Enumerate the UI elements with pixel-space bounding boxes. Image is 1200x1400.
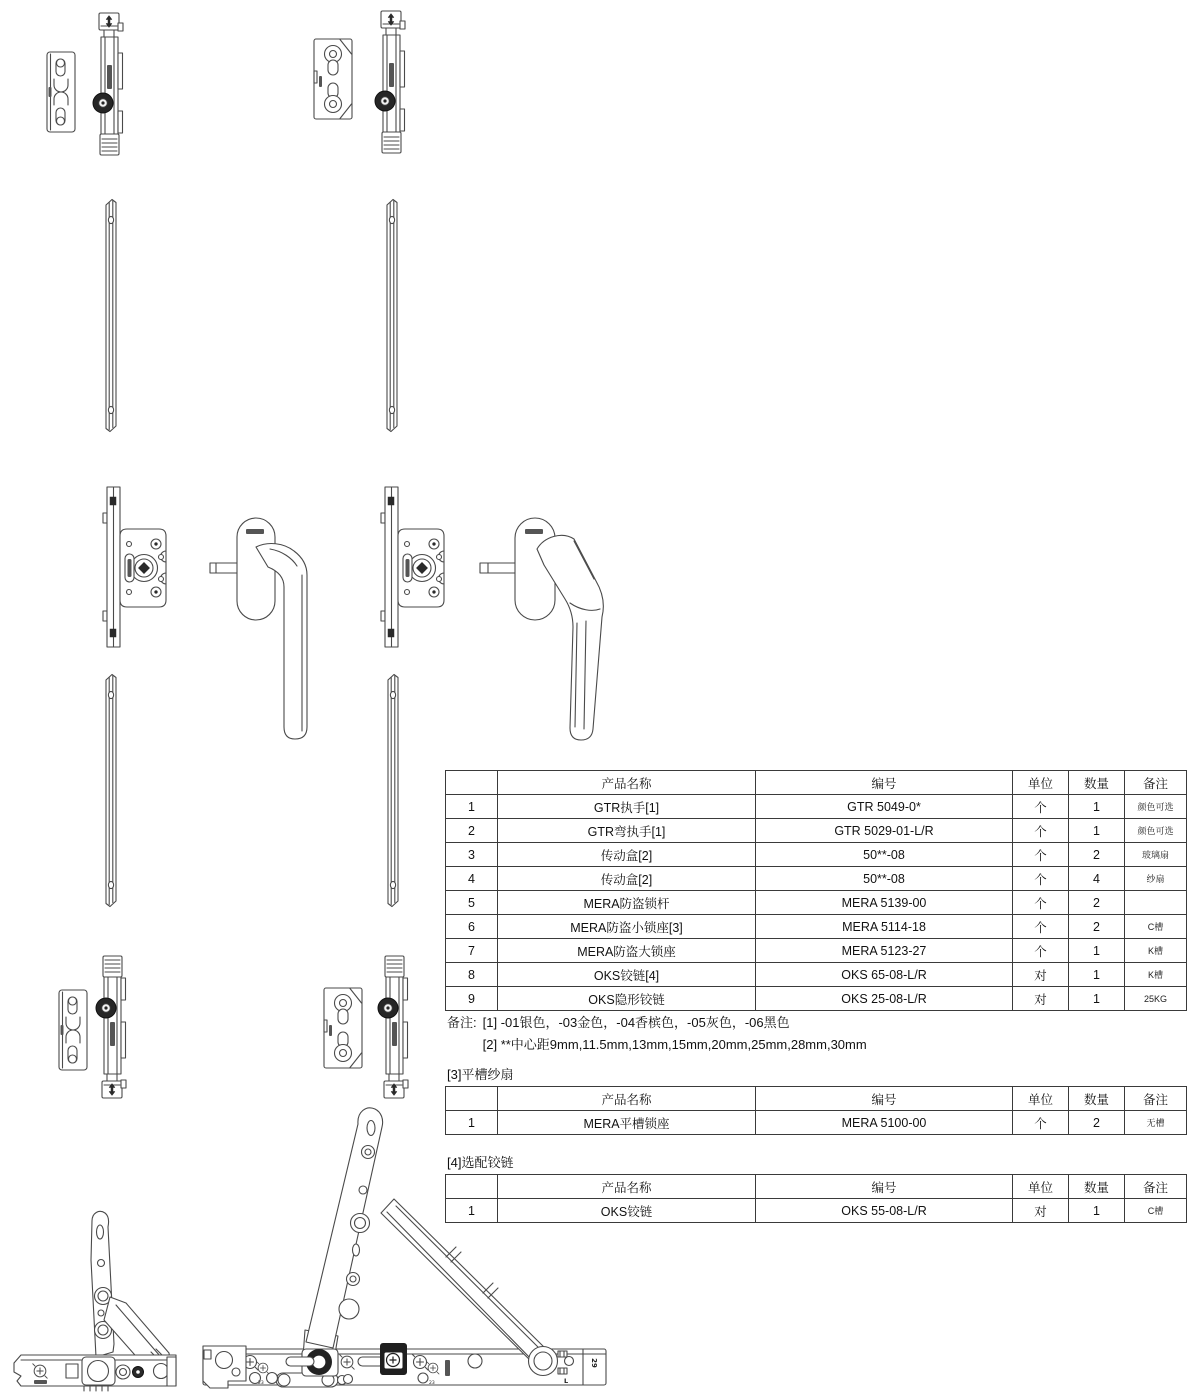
- table-cell: OKS铰链[4]: [498, 963, 756, 987]
- header-cell: 编号: [756, 1087, 1013, 1111]
- header-cell: [446, 771, 498, 795]
- header-cell: 编号: [756, 771, 1013, 795]
- table-cell: MERA 5139-00: [756, 891, 1013, 915]
- drawing-handle-straight: [210, 518, 307, 739]
- parts-table-screen-sash: [445, 1086, 1187, 1135]
- header-cell: 编号: [756, 1175, 1013, 1199]
- table-cell: 颜色可选: [1125, 795, 1187, 819]
- parts-table-main: [445, 770, 1187, 1011]
- table-cell: 纱扇: [1125, 867, 1187, 891]
- table-cell: 50**-08: [756, 843, 1013, 867]
- table-cell: 个: [1013, 819, 1069, 843]
- parts-table-optional-hinge: [445, 1174, 1187, 1223]
- drawing-hinge-large: [203, 1108, 606, 1388]
- table-cell: 7: [446, 939, 498, 963]
- table-cell: 5: [446, 891, 498, 915]
- table-cell: MERA 5114-18: [756, 915, 1013, 939]
- table-cell: [1125, 891, 1187, 915]
- table-row: [446, 819, 1187, 843]
- table-cell: 2: [446, 819, 498, 843]
- header-cell: 产品名称: [498, 1087, 756, 1111]
- notes-block: [447, 1012, 867, 1056]
- header-cell: 数量: [1069, 1175, 1125, 1199]
- drawing-espagnolette-top-left: [93, 13, 123, 155]
- table-cell: 2: [1069, 1111, 1125, 1135]
- notes-prefix: 备注:: [447, 1015, 477, 1030]
- table-cell: 1: [446, 1199, 498, 1223]
- drawing-hinge-small: [14, 1211, 176, 1391]
- drawing-handle-bent: [480, 518, 603, 740]
- table-cell: 1: [1069, 1199, 1125, 1223]
- table-cell: 50**-08: [756, 867, 1013, 891]
- hinge-screw-mark: 23: [258, 1381, 264, 1386]
- table-cell: 对: [1013, 1199, 1069, 1223]
- table-cell: 传动盒[2]: [498, 867, 756, 891]
- table-cell: 玻璃扇: [1125, 843, 1187, 867]
- table-cell: 个: [1013, 867, 1069, 891]
- table-row: [446, 939, 1187, 963]
- drawing-lock-rod-4: [388, 675, 398, 907]
- table-row: [446, 867, 1187, 891]
- table-cell: 9: [446, 987, 498, 1011]
- table-cell: 个: [1013, 795, 1069, 819]
- table-cell: 25KG: [1125, 987, 1187, 1011]
- table-cell: OKS隐形铰链: [498, 987, 756, 1011]
- table-cell: 个: [1013, 939, 1069, 963]
- header-cell: 单位: [1013, 1175, 1069, 1199]
- table-cell: 1: [1069, 819, 1125, 843]
- table-cell: 2: [1069, 891, 1125, 915]
- table-cell: K槽: [1125, 939, 1187, 963]
- table-cell: 个: [1013, 891, 1069, 915]
- table-cell: MERA平槽锁座: [498, 1111, 756, 1135]
- table-cell: 对: [1013, 987, 1069, 1011]
- drawing-lock-rod-3: [106, 675, 116, 907]
- hinge-size-mark: 29: [590, 1358, 598, 1368]
- notes-line-2: [2] **中心距9mm,11.5mm,13mm,15mm,20mm,25mm,28mm,30mm: [482, 1037, 867, 1052]
- header-cell: 备注: [1125, 1175, 1187, 1199]
- table-row: [446, 843, 1187, 867]
- table-cell: OKS 65-08-L/R: [756, 963, 1013, 987]
- table-row: [446, 1199, 1187, 1223]
- header-cell: 备注: [1125, 1087, 1187, 1111]
- table-cell: MERA 5123-27: [756, 939, 1013, 963]
- table-cell: MERA防盗小锁座[3]: [498, 915, 756, 939]
- table-row: [446, 795, 1187, 819]
- table-cell: GTR执手[1]: [498, 795, 756, 819]
- notes-line-1: [1] -01银色，-03金色，-04香槟色，-05灰色，-06黑色: [482, 1015, 790, 1030]
- table-cell: 个: [1013, 1111, 1069, 1135]
- table-cell: OKS 25-08-L/R: [756, 987, 1013, 1011]
- drawing-espagnolette-top-right: [375, 11, 405, 153]
- table-cell: 对: [1013, 963, 1069, 987]
- section-label-screen-sash: [3]平槽纱扇: [447, 1067, 514, 1082]
- header-row: [446, 1175, 1187, 1199]
- section-label-optional-hinge: [4]选配铰链: [447, 1155, 514, 1170]
- drawing-keeper-plate-top-right: [314, 39, 352, 119]
- table-row: [446, 963, 1187, 987]
- header-cell: 备注: [1125, 771, 1187, 795]
- table-cell: MERA防盗锁杆: [498, 891, 756, 915]
- table-cell: 颜色可选: [1125, 819, 1187, 843]
- table-cell: GTR弯执手[1]: [498, 819, 756, 843]
- table-cell: 8: [446, 963, 498, 987]
- table-cell: C槽: [1125, 1199, 1187, 1223]
- table-cell: 3: [446, 843, 498, 867]
- drawing-keeper-plate-bottom-left: [59, 990, 87, 1070]
- header-row: [446, 771, 1187, 795]
- header-cell: 数量: [1069, 1087, 1125, 1111]
- table-cell: 6: [446, 915, 498, 939]
- hinge-hand-mark: L: [564, 1377, 569, 1385]
- table-cell: 1: [1069, 795, 1125, 819]
- header-cell: 产品名称: [498, 771, 756, 795]
- drawing-espagnolette-bottom-right: [378, 956, 408, 1098]
- header-cell: 数量: [1069, 771, 1125, 795]
- table-cell: 2: [1069, 843, 1125, 867]
- table-row: [446, 987, 1187, 1011]
- table-cell: MERA防盗大锁座: [498, 939, 756, 963]
- table-cell: 4: [446, 867, 498, 891]
- header-cell: 产品名称: [498, 1175, 756, 1199]
- table-cell: K槽: [1125, 963, 1187, 987]
- table-cell: C槽: [1125, 915, 1187, 939]
- header-cell: [446, 1087, 498, 1111]
- table-cell: 传动盒[2]: [498, 843, 756, 867]
- table-cell: 1: [1069, 963, 1125, 987]
- table-cell: 个: [1013, 915, 1069, 939]
- drawing-lock-rod-2: [387, 200, 397, 432]
- drawing-lock-rod-1: [106, 200, 116, 432]
- table-row: [446, 891, 1187, 915]
- drawing-gearbox-left: [103, 487, 166, 647]
- table-row: [446, 915, 1187, 939]
- table-cell: 1: [446, 1111, 498, 1135]
- table-cell: GTR 5049-0*: [756, 795, 1013, 819]
- drawing-keeper-plate-top-left: [47, 52, 75, 132]
- table-cell: 4: [1069, 867, 1125, 891]
- table-cell: 1: [446, 795, 498, 819]
- table-cell: 个: [1013, 843, 1069, 867]
- table-cell: 2: [1069, 915, 1125, 939]
- table-cell: OKS 55-08-L/R: [756, 1199, 1013, 1223]
- header-row: [446, 1087, 1187, 1111]
- table-cell: 1: [1069, 987, 1125, 1011]
- drawing-keeper-plate-bottom-right: [324, 988, 362, 1068]
- header-cell: 单位: [1013, 1087, 1069, 1111]
- hinge-screw-mark: 23: [429, 1381, 435, 1386]
- table-cell: OKS铰链: [498, 1199, 756, 1223]
- header-cell: [446, 1175, 498, 1199]
- header-cell: 单位: [1013, 771, 1069, 795]
- table-cell: 无槽: [1125, 1111, 1187, 1135]
- drawing-gearbox-right: [381, 487, 444, 647]
- table-cell: 1: [1069, 939, 1125, 963]
- table-cell: MERA 5100-00: [756, 1111, 1013, 1135]
- table-cell: GTR 5029-01-L/R: [756, 819, 1013, 843]
- drawing-espagnolette-bottom-left: [96, 956, 126, 1098]
- table-row: [446, 1111, 1187, 1135]
